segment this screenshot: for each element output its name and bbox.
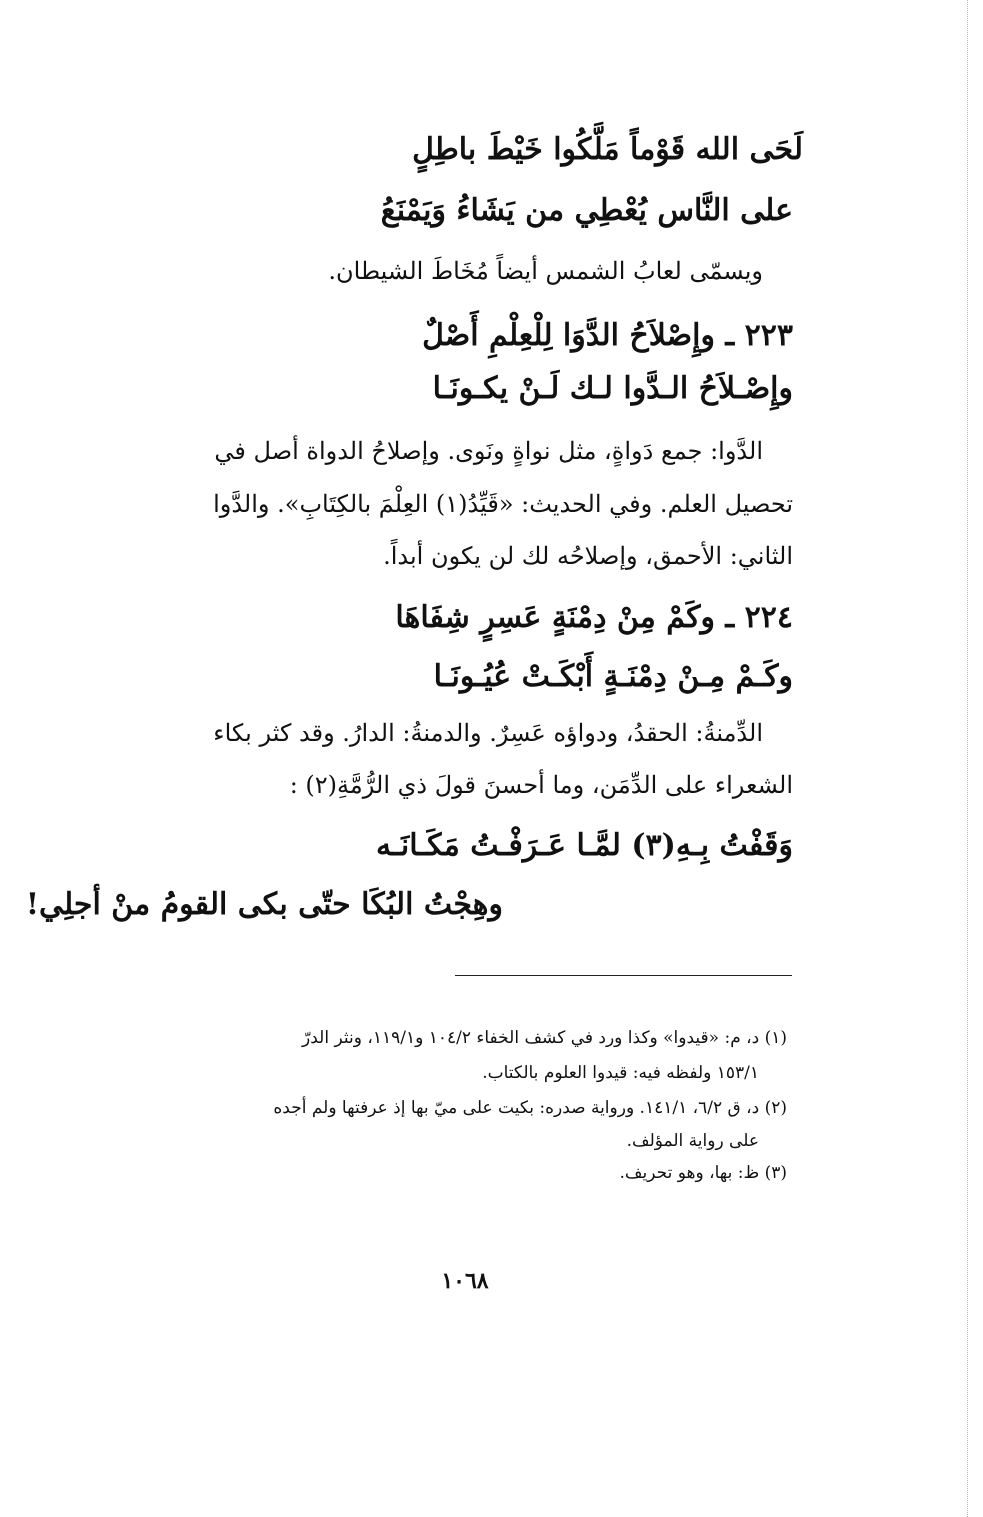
footnote-line: (١) د، م: «قيدوا» وكذا ورد في كشف الخفاء ١٠٤/٢ و١١٩/١، ونثر الدرّ xyxy=(302,1028,787,1048)
footnote-separator xyxy=(455,975,792,976)
prose-line: الدَّوا: جمع دَواةٍ، مثل نواةٍ ونَوى. وإصلاحُ الدواة أصل في xyxy=(214,437,763,465)
page-edge-dotted-line xyxy=(967,0,968,1517)
verse-line: ٢٢٤ ـ وكَمْ مِنْ دِمْنَةٍ عَسِرٍ شِفَاهَا xyxy=(395,600,793,635)
prose-line: ويسمّى لعابُ الشمس أيضاً مُخَاطَ الشيطان. xyxy=(328,257,763,285)
footnote-line: (٣) ظ: بها، وهو تحريف. xyxy=(619,1163,787,1183)
footnote-line: على رواية المؤلف. xyxy=(626,1131,759,1151)
prose-line: الشعراء على الدِّمَن، وما أحسنَ قولَ ذي الرُّمَّةِ(٢) : xyxy=(289,771,793,799)
footnote-line: ١٥٣/١ ولفظه فيه: قيدوا العلوم بالكتاب. xyxy=(482,1063,759,1083)
verse-line: ٢٢٣ ـ وإِصْلاَحُ الدَّوَا لِلْعِلْمِ أَصْلٌ xyxy=(422,318,793,353)
footnote-line: (٢) د، ق ٦/٢، ١٤١/١. ورواية صدره: بكيت على ميّ بها إذ عرفتها ولم أجده xyxy=(273,1098,787,1118)
verse-line: لَحَى الله قَوْماً مَلَّكُوا خَيْطَ باطِلٍ xyxy=(412,132,803,167)
verse-line: على النَّاس يُعْطِي من يَشَاءُ وَيَمْنَعُ xyxy=(380,193,793,228)
prose-line: تحصيل العلم. وفي الحديث: «قَيِّدُ(١) العِلْمَ بالكِتَابِ». والدَّوا xyxy=(213,490,793,518)
verse-line: وهِجْتُ البُكَا حتّى بكى القومُ منْ أجلِي! xyxy=(25,887,503,922)
prose-line: الدِّمنةُ: الحقدُ، ودواؤه عَسِرٌ. والدمنةُ: الدارُ. وقد كثر بكاء xyxy=(213,719,763,747)
verse-line: وإِصْـلاَحُ الـدَّوا لـك لَـنْ يكـونَـا xyxy=(432,371,793,406)
verse-line: وَقَفْتُ بِـهِ(٣) لمَّـا عَـرَفْـتُ مَكَـانَـه xyxy=(375,828,793,863)
verse-line: وكَـمْ مِـنْ دِمْنَـةٍ أَبْكَـتْ عُيُـونَـا xyxy=(433,659,793,694)
prose-line: الثاني: الأحمق، وإصلاحُه لك لن يكون أبداً. xyxy=(383,542,793,570)
page-number: ١٠٦٨ xyxy=(441,1268,489,1294)
